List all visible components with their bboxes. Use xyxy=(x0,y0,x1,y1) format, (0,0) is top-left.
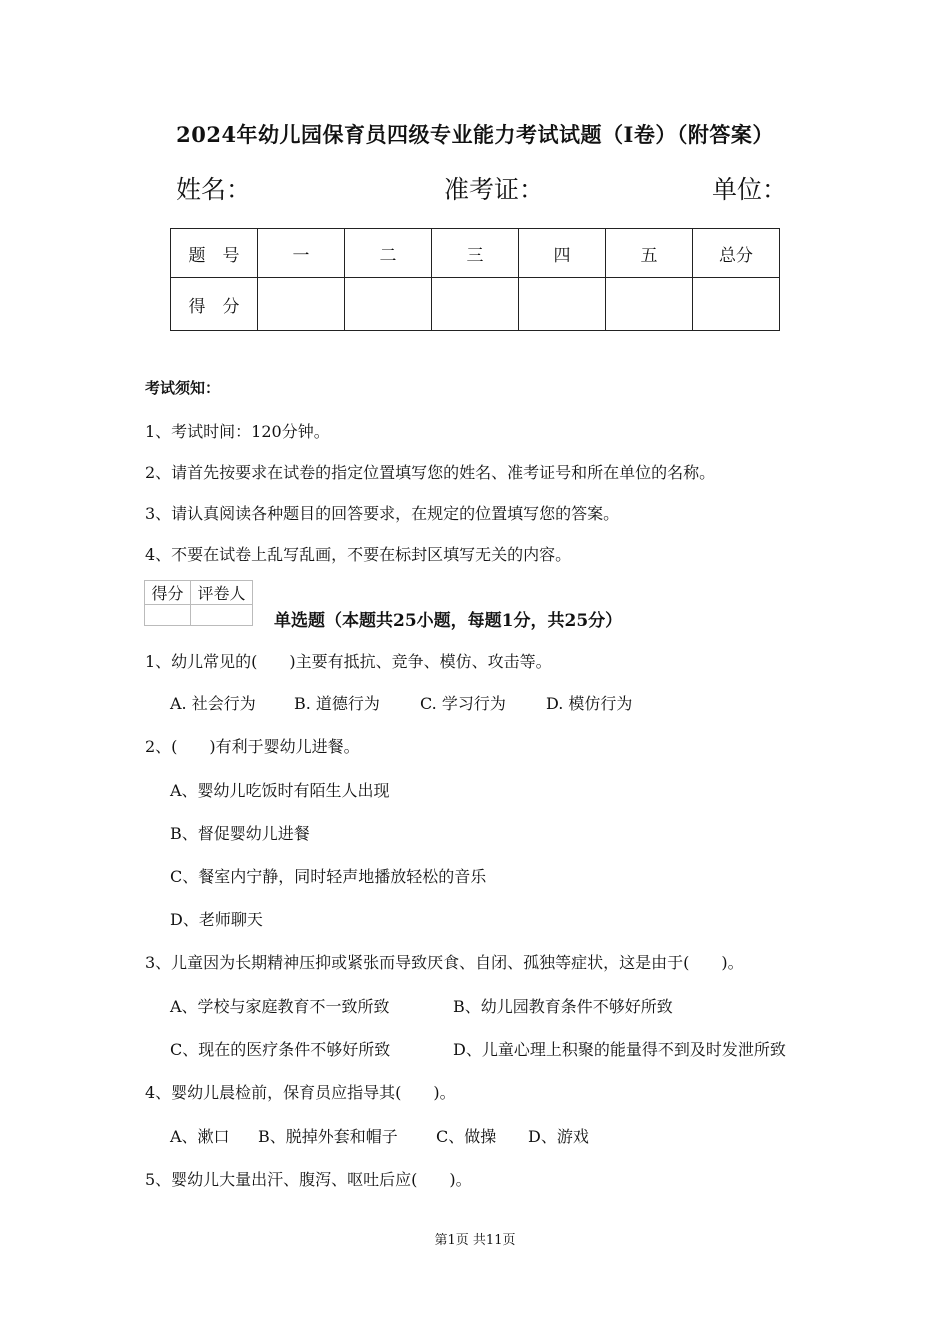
question-option: B、督促婴幼儿进餐 xyxy=(170,824,310,843)
question-option: C、做操 xyxy=(436,1127,497,1146)
header-cell-5: 五 xyxy=(606,229,693,278)
notice-item: 1、考试时间：120分钟。 xyxy=(145,422,330,441)
notice-item: 3、请认真阅读各种题目的回答要求，在规定的位置填写您的答案。 xyxy=(145,504,620,523)
score-table-score-row xyxy=(171,278,780,331)
section-title: 单选题（本题共25小题，每题1分，共25分） xyxy=(274,611,623,631)
page-footer: 第1页 共11页 xyxy=(434,1233,516,1248)
question-option: C、现在的医疗条件不够好所致 xyxy=(170,1040,391,1059)
question-option: A、婴幼儿吃饭时有陌生人出现 xyxy=(170,781,390,800)
page-title: 2024年幼儿园保育员四级专业能力考试试题（I卷）（附答案） xyxy=(176,122,774,147)
question-option: A. 社会行为 xyxy=(170,694,256,713)
score-cell-1[interactable] xyxy=(258,278,345,331)
question-option: D. 模仿行为 xyxy=(546,694,633,713)
header-cell-3: 三 xyxy=(432,229,519,278)
unit-label: 单位： xyxy=(712,175,788,204)
grader-score-label: 得分 xyxy=(145,581,191,605)
question-stem: 4、婴幼儿晨检前，保育员应指导其( )。 xyxy=(145,1083,456,1102)
question-option: B、幼儿园教育条件不够好所致 xyxy=(453,997,673,1016)
score-table xyxy=(170,228,780,331)
grader-box xyxy=(144,580,253,626)
header-cell-4: 四 xyxy=(519,229,606,278)
header-cell-1: 一 xyxy=(258,229,345,278)
exam-id-label: 准考证： xyxy=(444,175,545,204)
notice-item: 2、请首先按要求在试卷的指定位置填写您的姓名、准考证号和所在单位的名称。 xyxy=(145,463,716,482)
header-cell-total: 总分 xyxy=(693,229,780,278)
notice-item: 4、不要在试卷上乱写乱画，不要在标封区填写无关的内容。 xyxy=(145,545,572,564)
question-option: A、学校与家庭教育不一致所致 xyxy=(170,997,390,1016)
notice-heading: 考试须知： xyxy=(145,379,221,397)
score-cell-3[interactable] xyxy=(432,278,519,331)
score-table-header-row xyxy=(171,229,780,278)
score-cell-5[interactable] xyxy=(606,278,693,331)
question-option: C、餐室内宁静，同时轻声地播放轻松的音乐 xyxy=(170,867,487,886)
question-option: D、游戏 xyxy=(528,1127,589,1146)
question-stem: 2、( )有利于婴幼儿进餐。 xyxy=(145,737,360,756)
question-stem: 5、婴幼儿大量出汗、腹泻、呕吐后应( )。 xyxy=(145,1170,472,1189)
score-row-label: 得 分 xyxy=(171,278,258,331)
score-cell-4[interactable] xyxy=(519,278,606,331)
question-option: D、儿童心理上积聚的能量得不到及时发泄所致 xyxy=(453,1040,786,1059)
score-cell-total[interactable] xyxy=(693,278,780,331)
score-cell-2[interactable] xyxy=(345,278,432,331)
question-option: C. 学习行为 xyxy=(420,694,506,713)
question-stem: 3、儿童因为长期精神压抑或紧张而导致厌食、自闭、孤独等症状，这是由于( )。 xyxy=(145,953,744,972)
question-option: D、老师聊天 xyxy=(170,910,263,929)
question-stem: 1、幼儿常见的( )主要有抵抗、竞争、模仿、攻击等。 xyxy=(145,652,552,671)
question-option: B、脱掉外套和帽子 xyxy=(258,1127,398,1146)
question-option: A、漱口 xyxy=(170,1127,230,1146)
grader-reviewer-cell[interactable] xyxy=(191,605,253,626)
question-option: B. 道德行为 xyxy=(294,694,380,713)
header-cell-2: 二 xyxy=(345,229,432,278)
header-cell-question-number: 题 号 xyxy=(171,229,258,278)
grader-reviewer-label: 评卷人 xyxy=(191,581,253,605)
grader-score-cell[interactable] xyxy=(145,605,191,626)
name-label: 姓名： xyxy=(176,175,252,204)
